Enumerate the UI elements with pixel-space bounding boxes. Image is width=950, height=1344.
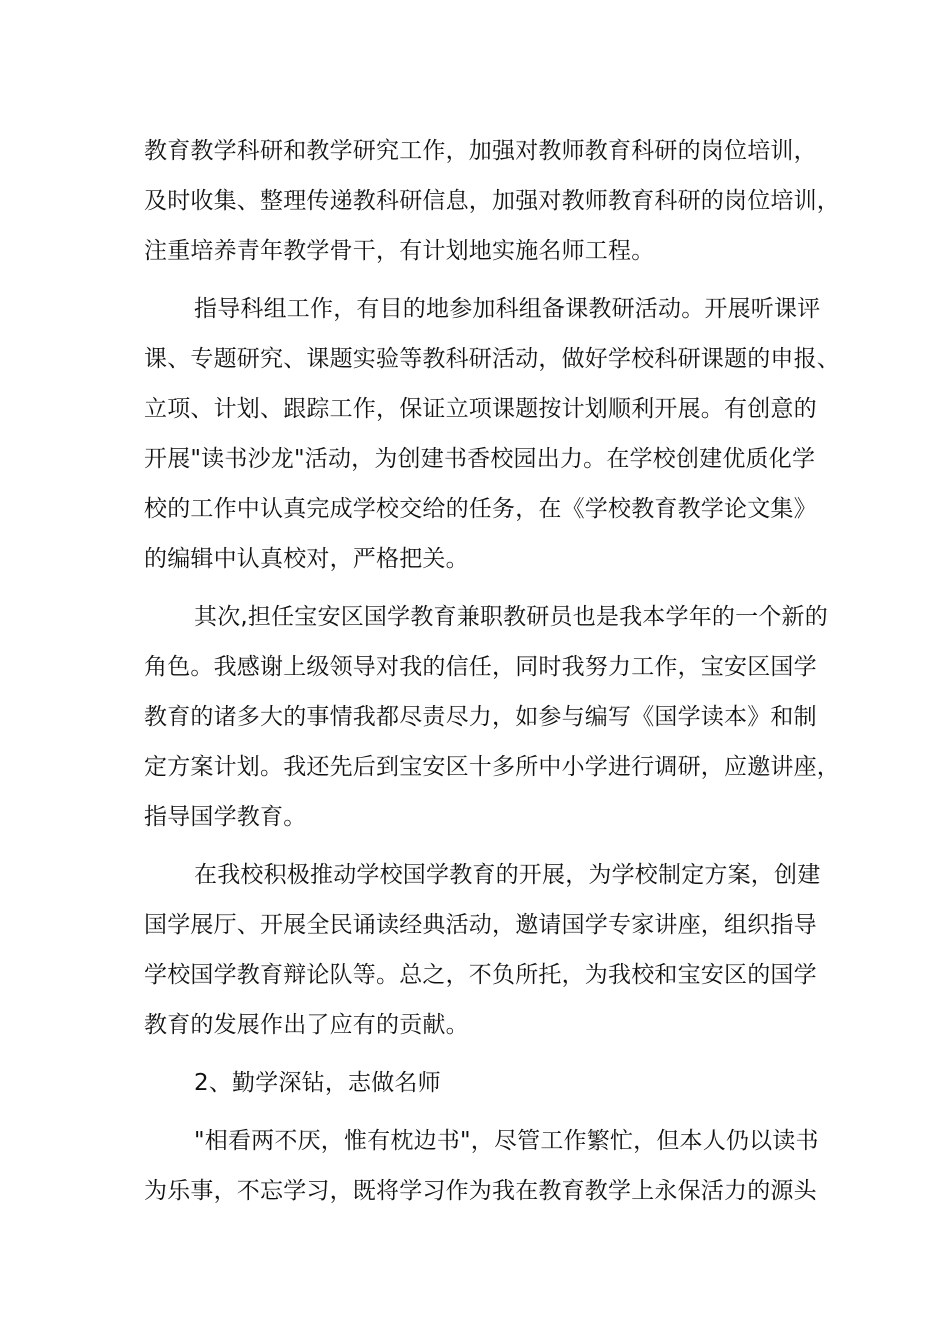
text-line: 及时收集、整理传递教科研信息，加强对教师教育科研的岗位培训， <box>144 188 840 214</box>
text-line: 其次,担任宝安区国学教育兼职教研员也是我本学年的一个新的 <box>194 604 828 630</box>
text-line: "相看两不厌，惟有枕边书"，尽管工作繁忙，但本人仍以读书 <box>194 1128 819 1154</box>
text-line: 教育的诸多大的事情我都尽责尽力，如参与编写《国学读本》和制 <box>144 704 817 730</box>
text-line: 的编辑中认真校对，严格把关。 <box>144 546 469 572</box>
text-line: 课、专题研究、课题实验等教科研活动，做好学校科研课题的申报、 <box>144 346 840 372</box>
text-line: 指导国学教育。 <box>144 804 307 830</box>
text-line: 校的工作中认真完成学校交给的任务，在《学校教育教学论文集》 <box>144 496 817 522</box>
text-line: 教育教学科研和教学研究工作，加强对教师教育科研的岗位培训， <box>144 138 817 164</box>
text-line: 指导科组工作，有目的地参加科组备课教研活动。开展听课评 <box>194 296 821 322</box>
paragraph-4 <box>144 850 821 1050</box>
document-body <box>144 126 840 1216</box>
text-line: 立项、计划、跟踪工作，保证立项课题按计划顺利开展。有创意的 <box>144 396 817 422</box>
text-line: 开展"读书沙龙"活动，为创建书香校园出力。在学校创建优质化学 <box>144 446 816 472</box>
text-line: 国学展厅、开展全民诵读经典活动，邀请国学专家讲座，组织指导 <box>144 912 817 938</box>
heading-text: 2、勤学深钻，志做名师 <box>194 1070 441 1096</box>
text-line: 学校国学教育辩论队等。总之，不负所托，为我校和宝安区的国学 <box>144 962 817 988</box>
text-line: 定方案计划。我还先后到宝安区十多所中小学进行调研，应邀讲座， <box>144 754 840 780</box>
paragraph-5 <box>144 1116 819 1216</box>
section-heading <box>144 1058 812 1108</box>
text-line: 在我校积极推动学校国学教育的开展，为学校制定方案，创建 <box>194 862 821 888</box>
text-line: 注重培养青年教学骨干，有计划地实施名师工程。 <box>144 238 655 264</box>
paragraph-2 <box>144 284 840 584</box>
text-line: 为乐事，不忘学习，既将学习作为我在教育教学上永保活力的源头 <box>144 1178 817 1204</box>
paragraph-3 <box>144 592 840 842</box>
text-line: 教育的发展作出了应有的贡献。 <box>144 1012 469 1038</box>
paragraph-1 <box>144 126 840 276</box>
text-line: 角色。我感谢上级领导对我的信任，同时我努力工作，宝安区国学 <box>144 654 817 680</box>
